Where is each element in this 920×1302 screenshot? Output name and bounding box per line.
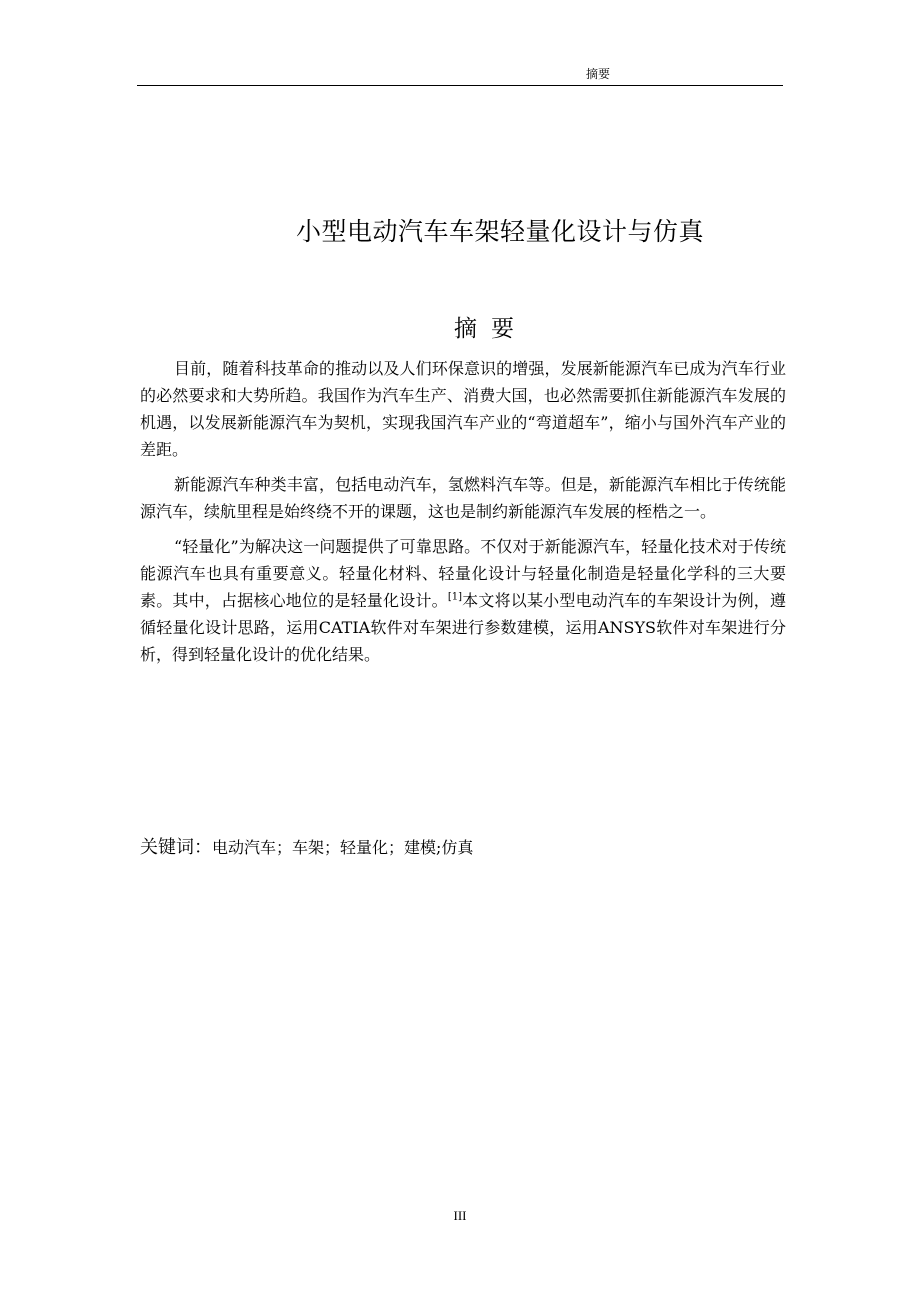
page-number: III	[453, 1208, 467, 1223]
abstract-paragraph-1: 目前，随着科技革命的推动以及人们环保意识的增强，发展新能源汽车已成为汽车行业的必然要求和大势所趋。我国作为汽车生产、消费大国，也必然需要抓住新能源汽车发展的机遇，以发展新能源汽车为契机，实现我国汽车产业的“弯道超车”，缩小与国外汽车产业的差距。	[140, 359, 786, 459]
abstract-body	[140, 355, 786, 668]
abstract-paragraph-3	[140, 533, 786, 668]
running-header: 摘要	[585, 67, 610, 81]
abstract-heading-char-1: 摘	[454, 316, 477, 342]
paragraph-3-text-after-citation: 本文将以某小型电动汽车的车架设计为例，遵循轻量化设计思路，运用CATIA软件对车架进行参数建模，运用ANSYS软件对车架进行分析，得到轻量化设计的优化结果。	[140, 591, 786, 664]
abstract-heading	[0, 312, 920, 346]
document-title: 小型电动汽车车架轻量化设计与仿真	[295, 217, 704, 246]
abstract-heading-char-2: 要	[491, 316, 514, 342]
keywords-value: 电动汽车；车架；轻量化；建模;仿真	[212, 838, 474, 857]
abstract-paragraph-2: 新能源汽车种类丰富，包括电动汽车，氢燃料汽车等。但是，新能源汽车相比于传统能源汽车，续航里程是始终绕不开的课题，这也是制约新能源汽车发展的桎梏之一。	[140, 475, 786, 521]
keywords-line	[140, 835, 786, 861]
citation-reference: [1]	[447, 591, 462, 603]
header-rule	[137, 85, 783, 86]
keywords-label: 关键词：	[140, 837, 212, 858]
paragraph-3-text-before-citation: “轻量化”为解决这一问题提供了可靠思路。不仅对于新能源汽车，轻量化技术对于传统能源汽车也具有重要意义。轻量化材料、轻量化设计与轻量化制造是轻量化学科的三大要素。其中，占据核心地位的是轻量化设计。	[140, 537, 786, 610]
